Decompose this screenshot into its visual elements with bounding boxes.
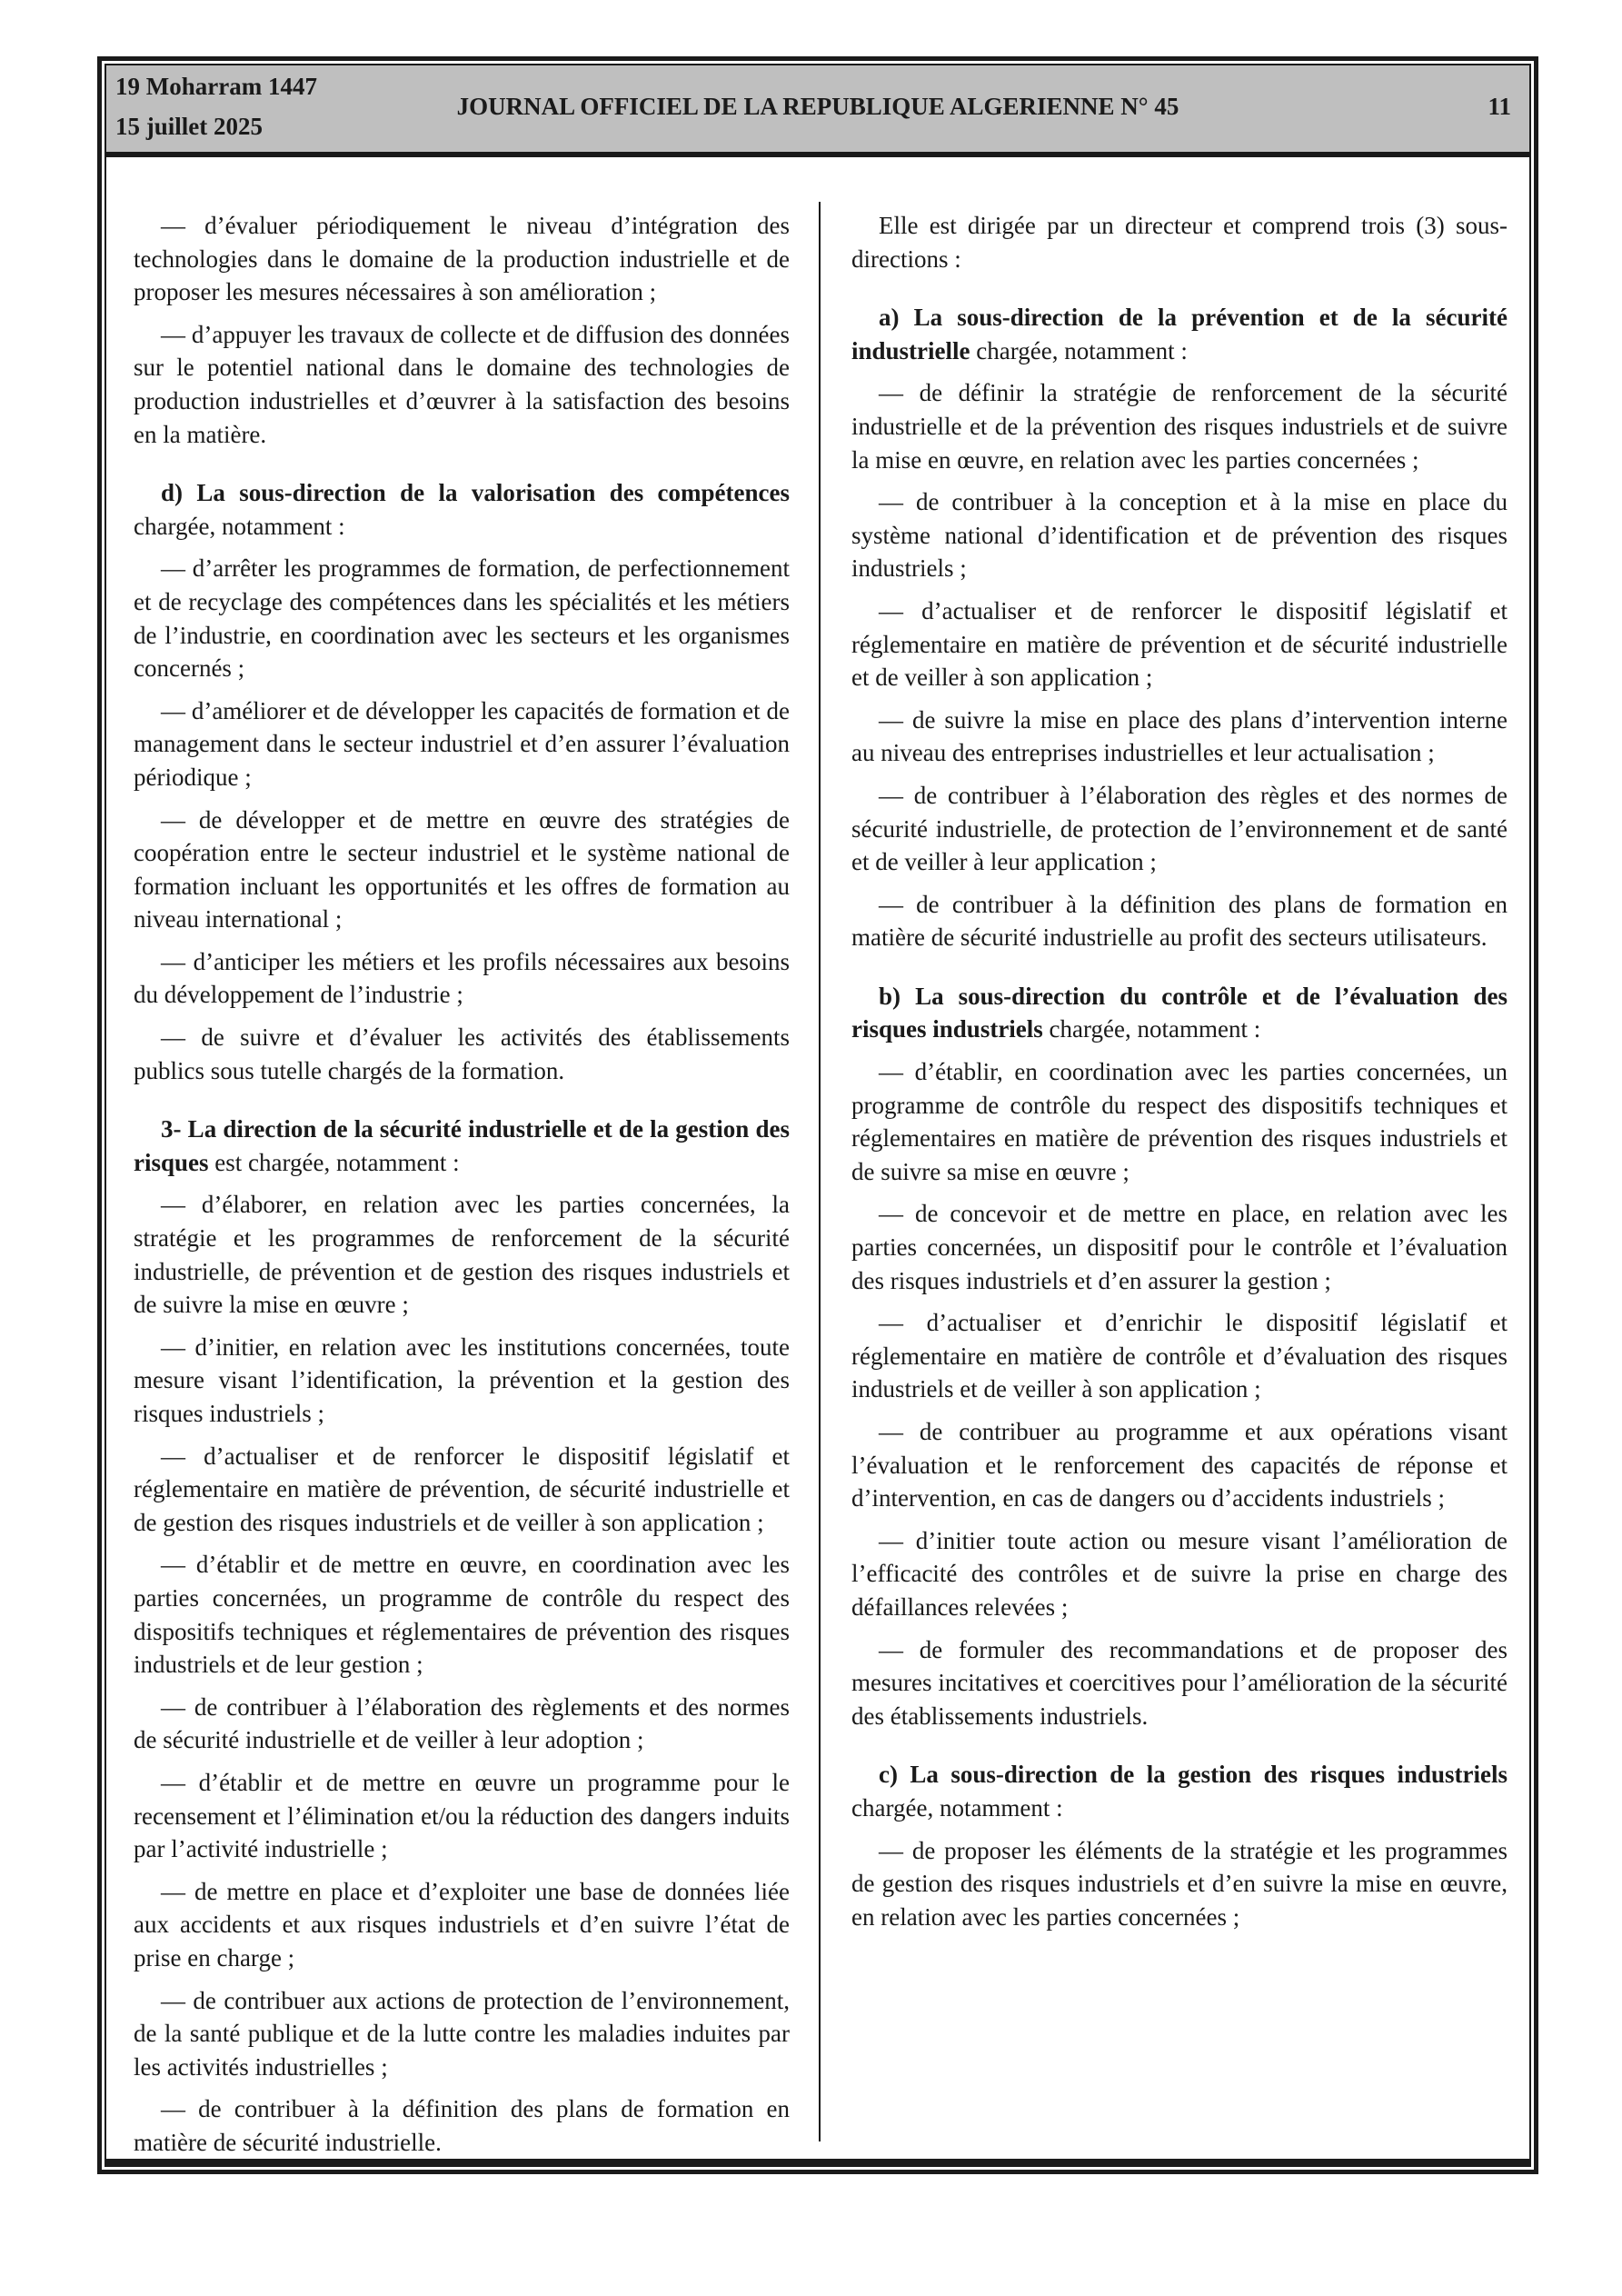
section-heading-paragraph bbox=[851, 1758, 1508, 1824]
paragraph-text: — d’établir, en coordination avec les parties concernées, un programme de contrôle du respect des dispositifs techniques et réglementaires en matière de prévention des risques industriels et de suivre sa mise en œuvre ; bbox=[851, 1058, 1508, 1185]
section-heading: b) La sous-direction du contrôle et de l’évaluation des risques industriels bbox=[851, 982, 1508, 1043]
section-heading: 3- La direction de la sécurité industrielle et de la gestion des risques bbox=[134, 1115, 790, 1176]
paragraph bbox=[134, 318, 790, 451]
paragraph-text: — de contribuer à la définition des plans de formation en matière de sécurité industrielle. bbox=[134, 2095, 790, 2156]
section-heading: a) La sous-direction de la prévention et de la sécurité industrielle bbox=[851, 304, 1508, 364]
paragraph bbox=[134, 1548, 790, 1681]
paragraph-text: Elle est dirigée par un directeur et comprend trois (3) sous-directions : bbox=[851, 212, 1508, 273]
page-inner-border bbox=[104, 64, 1531, 2167]
left-column bbox=[134, 209, 790, 2168]
section-heading: c) La sous-direction de la gestion des risques industriels bbox=[879, 1761, 1508, 1789]
paragraph-text: — de contribuer aux actions de protection de l’environnement, de la santé publique et de la lutte contre les maladies induites par les activités industrielles ; bbox=[134, 1986, 790, 2081]
paragraph bbox=[851, 594, 1508, 694]
paragraph-text: — de suivre et d’évaluer les activités des établissements publics sous tutelle chargés de la formation. bbox=[134, 1023, 790, 1084]
paragraph bbox=[134, 1331, 790, 1431]
page-header bbox=[106, 65, 1529, 157]
paragraph bbox=[851, 1524, 1508, 1624]
paragraph-text: — de formuler des recommandations et de proposer des mesures incitatives et coercitives pour l’amélioration de la sécurité des établissements industriels. bbox=[851, 1635, 1508, 1730]
paragraph-text: — d’actualiser et de renforcer le dispositif législatif et réglementaire en matière de prévention, de sécurité industrielle et de gestion des risques industriels et de veiller à son application ; bbox=[134, 1442, 790, 1536]
paragraph-text: chargée, notamment : bbox=[1042, 1015, 1261, 1043]
paragraph-text: — de développer et de mettre en œuvre des stratégies de coopération entre le secteur industriel et le système national de formation incluant les opportunités et les offres de formation au niveau international ; bbox=[134, 805, 790, 933]
paragraph-text: — de mettre en place et d’exploiter une base de données liée aux accidents et aux risques industriels et d’en suivre l’état de prise en charge ; bbox=[134, 1877, 790, 1972]
paragraph bbox=[851, 209, 1508, 275]
paragraph-text: — de contribuer à la conception et à la mise en place du système national d’identification et de prévention des risques industriels ; bbox=[851, 488, 1508, 583]
section-heading-paragraph bbox=[134, 476, 790, 543]
journal-title: JOURNAL OFFICIEL DE LA REPUBLIQUE ALGERIENNE N° 45 bbox=[456, 93, 1179, 120]
paragraph bbox=[851, 376, 1508, 476]
paragraph-text: est chargée, notamment : bbox=[208, 1148, 460, 1176]
paragraph bbox=[851, 1055, 1508, 1188]
paragraph bbox=[134, 1440, 790, 1540]
paragraph-text: — de contribuer à l’élaboration des règlements et des normes de sécurité industrielle et de veiller à leur adoption ; bbox=[134, 1692, 790, 1754]
paragraph bbox=[134, 2092, 790, 2159]
paragraph-text: — d’évaluer périodiquement le niveau d’intégration des technologies dans le domaine de la production industrielle et de proposer les mesures nécessaires à son amélioration ; bbox=[134, 212, 790, 306]
paragraph bbox=[851, 485, 1508, 585]
paragraph bbox=[851, 1197, 1508, 1297]
paragraph bbox=[851, 1415, 1508, 1515]
page-number: 11 bbox=[1488, 93, 1511, 120]
paragraph bbox=[134, 552, 790, 684]
paragraph-text: — d’établir et de mettre en œuvre, en coordination avec les parties concernées, un programme de contrôle du respect des dispositifs techniques et réglementaires de prévention des risques industriels et de leur gestion ; bbox=[134, 1551, 790, 1679]
paragraph-text: — d’initier, en relation avec les institutions concernées, toute mesure visant l’identification, la prévention et la gestion des risques industriels ; bbox=[134, 1333, 790, 1427]
paragraph bbox=[851, 1633, 1508, 1733]
paragraph bbox=[851, 888, 1508, 954]
paragraph-text: — de proposer les éléments de la stratégie et les programmes de gestion des risques industriels et d’en suivre la mise en œuvre, en relation avec les parties concernées ; bbox=[851, 1836, 1508, 1931]
paragraph bbox=[134, 209, 790, 309]
paragraph bbox=[134, 1188, 790, 1321]
paragraph-text: — d’arrêter les programmes de formation, de perfectionnement et de recyclage des compétences dans les spécialités et les métiers de l’industrie, en coordination avec les secteurs et les organismes concernés ; bbox=[134, 554, 790, 683]
section-heading-paragraph bbox=[851, 980, 1508, 1046]
paragraph-text: — de contribuer à l’élaboration des règles et des normes de sécurité industrielle, de protection de l’environnement et de santé et de veiller à leur application ; bbox=[851, 781, 1508, 876]
paragraph bbox=[851, 1306, 1508, 1406]
paragraph-text: — d’anticiper les métiers et les profils nécessaires aux besoins du développement de l’industrie ; bbox=[134, 947, 790, 1009]
paragraph-text: chargée, notamment : bbox=[970, 336, 1188, 364]
paragraph-text: — de contribuer au programme et aux opérations visant l’évaluation et le renforcement des capacités de réponse et d’intervention, en cas de dangers ou d’accidents industriels ; bbox=[851, 1418, 1508, 1512]
section-heading: d) La sous-direction de la valorisation des compétences bbox=[161, 479, 790, 507]
page-frame bbox=[97, 56, 1538, 2174]
column-divider bbox=[819, 202, 821, 2141]
paragraph-text: — d’actualiser et d’enrichir le dispositif législatif et réglementaire en matière de contrôle et d’évaluation des risques industriels et de veiller à son application ; bbox=[851, 1309, 1508, 1403]
paragraph-text: — de suivre la mise en place des plans d’intervention interne au niveau des entreprises industrielles et leur actualisation ; bbox=[851, 705, 1508, 767]
paragraph-text: — d’établir et de mettre en œuvre un programme pour le recensement et l’élimination et/ou la réduction des dangers induits par l’activité industrielle ; bbox=[134, 1768, 790, 1863]
section-heading-paragraph bbox=[851, 301, 1508, 367]
paragraph bbox=[851, 779, 1508, 879]
paragraph-text: — de contribuer à la définition des plans de formation en matière de sécurité industrielle au profit des secteurs utilisateurs. bbox=[851, 890, 1508, 952]
paragraph bbox=[134, 1984, 790, 2084]
paragraph-text: — de définir la stratégie de renforcement de la sécurité industrielle et de la prévention des risques industriels et de suivre la mise en œuvre, en relation avec les parties concernées ; bbox=[851, 379, 1508, 474]
paragraph-text: — d’actualiser et de renforcer le dispositif législatif et réglementaire en matière de prévention et de sécurité industrielle et de veiller à son application ; bbox=[851, 596, 1508, 692]
paragraph bbox=[134, 1766, 790, 1866]
paragraph bbox=[851, 1834, 1508, 1934]
paragraph-text: — d’appuyer les travaux de collecte et de diffusion des données sur le potentiel national dans le domaine des technologies de production industrielles et d’œuvrer à la satisfaction des besoins en la matière. bbox=[134, 320, 790, 448]
paragraph-text: chargée, notamment : bbox=[134, 512, 345, 540]
paragraph-text: — d’élaborer, en relation avec les parties concernées, la stratégie et les programmes de renforcement de la sécurité industrielle, de prévention et de gestion des risques industriels et de suivre la mise en œuvre ; bbox=[134, 1191, 790, 1319]
section-heading-paragraph bbox=[134, 1113, 790, 1179]
paragraph bbox=[134, 1691, 790, 1757]
paragraph bbox=[851, 704, 1508, 770]
paragraph-text: chargée, notamment : bbox=[851, 1793, 1063, 1822]
hijri-date: 19 Moharram 1447 bbox=[115, 73, 317, 100]
paragraph-text: — de concevoir et de mettre en place, en relation avec les parties concernées, un dispositif pour le contrôle et l’évaluation des risques industriels et d’en assurer la gestion ; bbox=[851, 1200, 1508, 1294]
paragraph bbox=[134, 694, 790, 794]
paragraph bbox=[134, 804, 790, 936]
paragraph bbox=[134, 1021, 790, 1087]
paragraph-text: — d’améliorer et de développer les capacités de formation et de management dans le secteur industriel et d’en assurer l’évaluation périodique ; bbox=[134, 696, 790, 791]
paragraph bbox=[134, 945, 790, 1012]
paragraph bbox=[134, 1875, 790, 1975]
right-column bbox=[851, 209, 1508, 1942]
gregorian-date: 15 juillet 2025 bbox=[115, 113, 263, 140]
paragraph-text: — d’initier toute action ou mesure visant l’amélioration de l’efficacité des contrôles et de suivre la prise en charge des défaillances relevées ; bbox=[851, 1526, 1508, 1621]
